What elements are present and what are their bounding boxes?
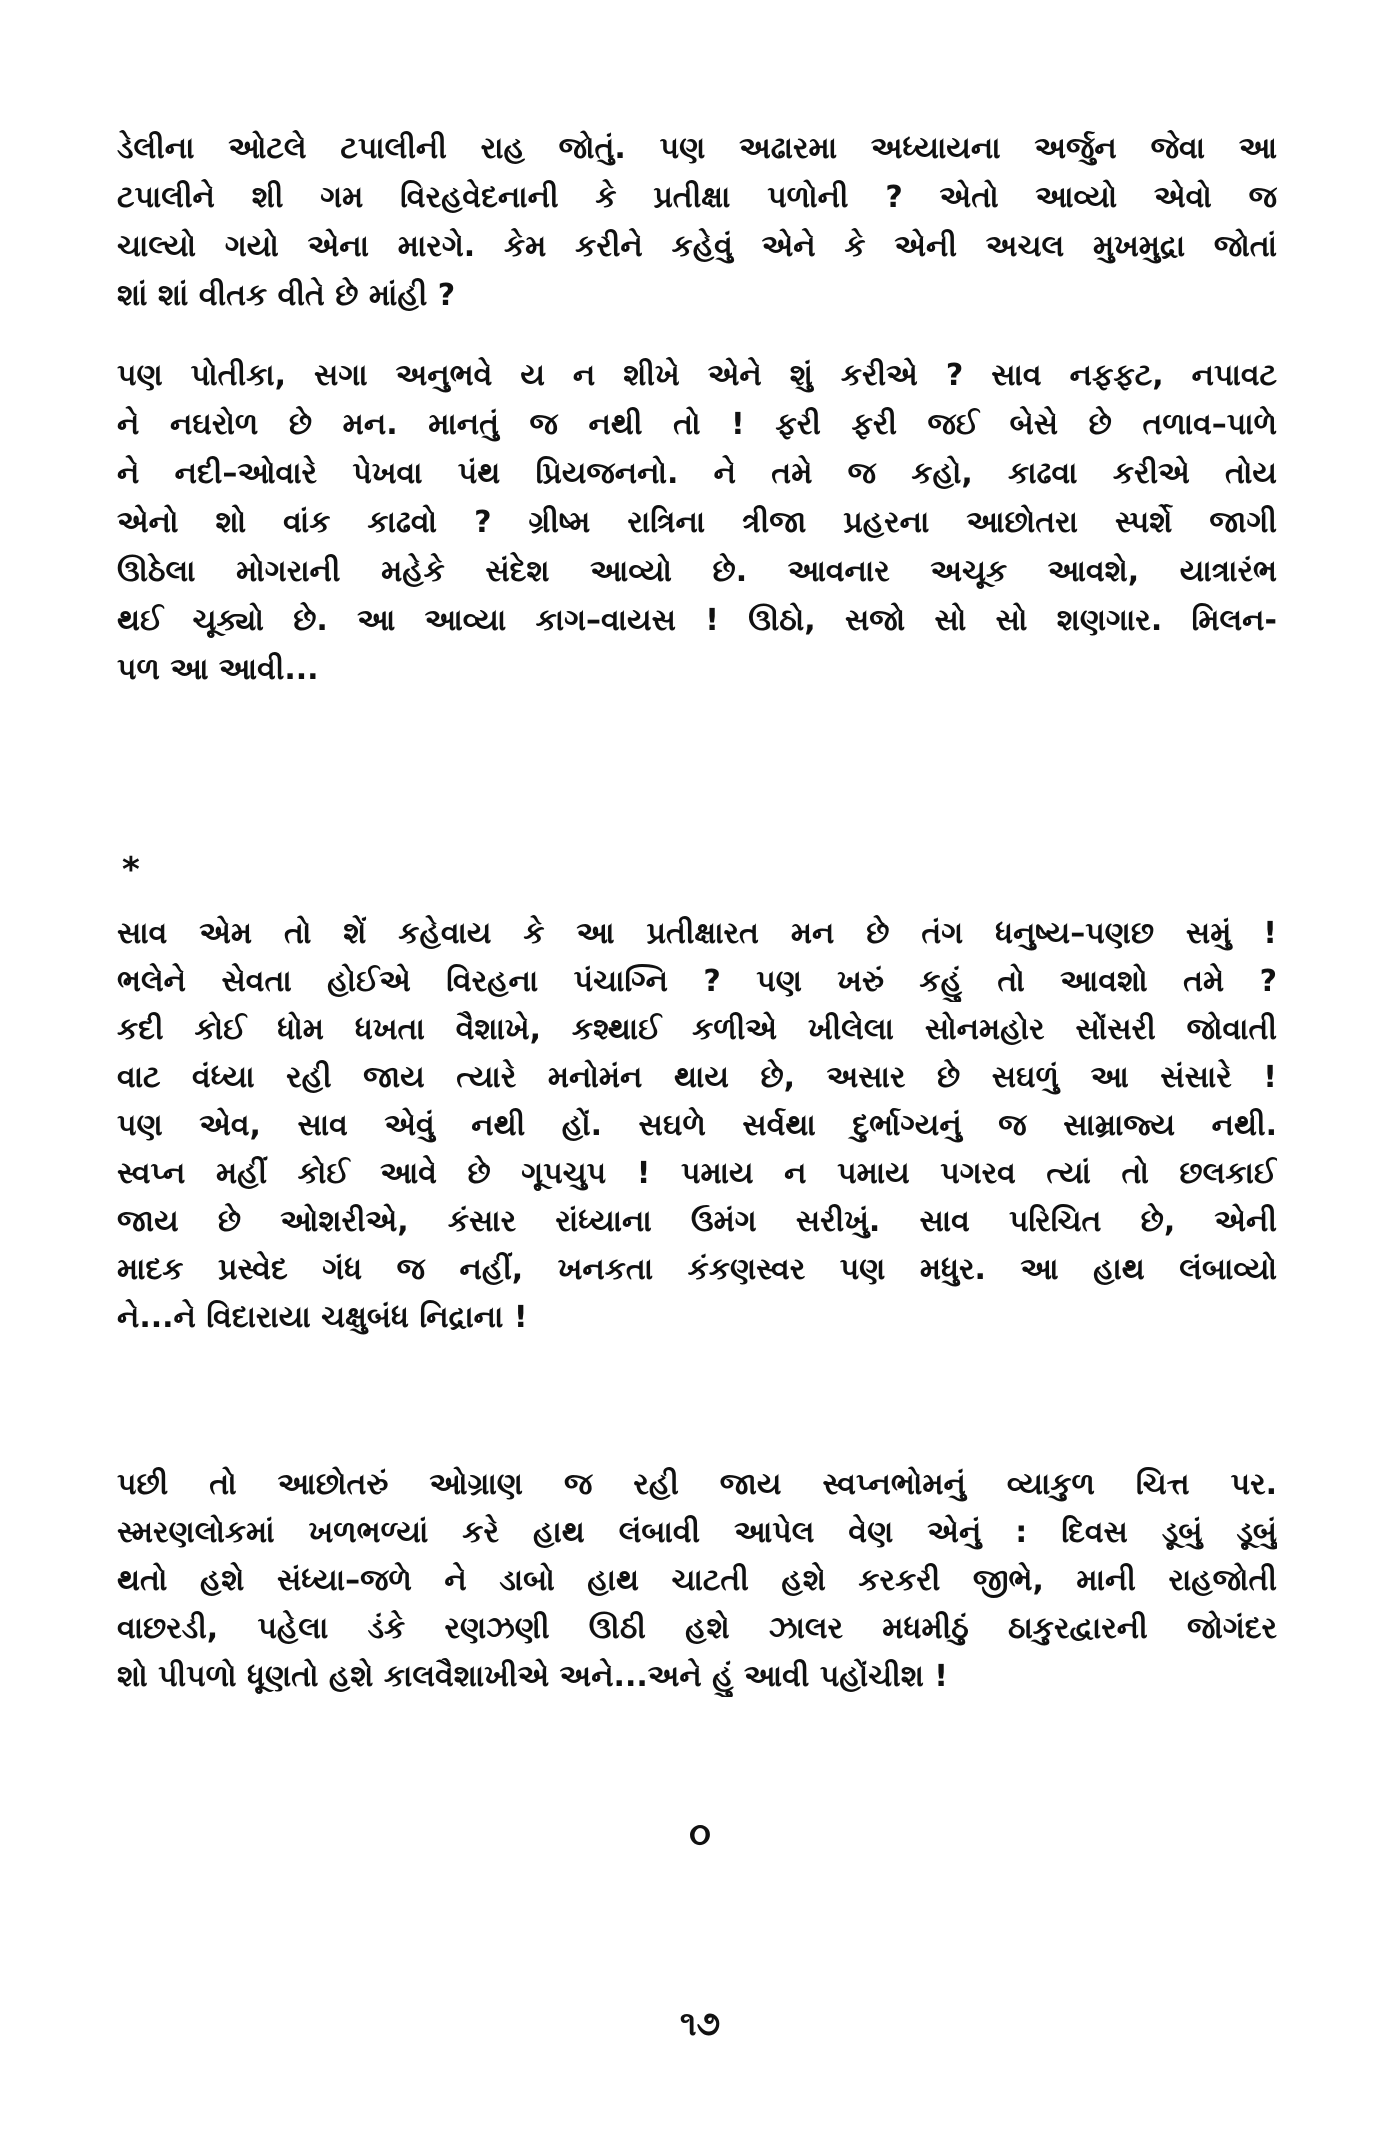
- text-line: ટપાલીને શી ગમ વિરહવેદનાની કે પ્રતીક્ષા પળોની ? એતો આવ્યો એવો જ: [117, 180, 1277, 215]
- text-line: ડેલીના ઓટલે ટપાલીની રાહ જોતું. પણ અઢારમા અધ્યાયના અર્જુન જેવા આ: [117, 131, 1277, 166]
- page-number: ૧૭: [679, 2004, 721, 2044]
- text-line: પછી તો આછોતરું ઓગ્રાણ જ રહી જાય સ્વપ્નભોમનું વ્યાકુળ ચિત્ત પર.: [117, 1467, 1277, 1502]
- text-line: વાટ વંધ્યા રહી જાય ત્યારે મનોમંન થાય છે, અસાર છે સઘળું આ સંસારે !: [117, 1060, 1277, 1095]
- text-line: પણ એવ, સાવ એવું નથી હોં. સઘળે સર્વથા દુર્ભાગ્યનું જ સામ્રાજ્ય નથી.: [117, 1108, 1277, 1143]
- text-line: ચાલ્યો ગયો એના મારગે. કેમ કરીને કહેવું એને કે એની અચલ મુખમુદ્રા જોતાં: [117, 229, 1277, 264]
- text-line: પણ પોતીકા, સગા અનુભવે ય ન શીખે એને શું કરીએ ? સાવ નફફટ, નપાવટ: [117, 358, 1277, 393]
- end-marker: ૦: [689, 1814, 711, 1855]
- text-line: થઈ ચૂક્યો છે. આ આવ્યા કાગ–વાયસ ! ઊઠો, સજો સો સો શણગાર. મિલન-: [117, 603, 1277, 638]
- text-line: ને નદી–ઓવારે પેખવા પંથ પ્રિયજનનો. ને તમે જ કહો, કાઢવા કરીએ તોય: [117, 456, 1277, 491]
- text-line: પળ આ આવી...: [117, 652, 319, 687]
- section-marker: *: [122, 850, 140, 890]
- text-line: સ્મરણલોકમાં ખળભળ્યાં કરે હાથ લંબાવી આપેલ વેણ એનું : દિવસ ડૂબું ડૂબું: [117, 1515, 1277, 1550]
- text-line: સ્વપ્ન મહીં કોઈ આવે છે ગૂપચુપ ! પમાય ન પમાય પગરવ ત્યાં તો છલકાઈ: [117, 1156, 1277, 1191]
- text-line: ને નઘરોળ છે મન. માનતું જ નથી તો ! ફરી ફરી જઈ બેસે છે તળાવ–પાળે: [117, 407, 1277, 442]
- text-line: માદક પ્રસ્વેદ ગંધ જ નહીં, ખનકતા કંકણસ્વર પણ મધુર. આ હાથ લંબાવ્યો: [117, 1252, 1277, 1287]
- text-line: એનો શો વાંક કાઢવો ? ગ્રીષ્મ રાત્રિના ત્રીજા પ્રહરના આછોતરા સ્પર્શે જાગી: [117, 505, 1277, 540]
- text-line: ઊઠેલા મોગરાની મહેકે સંદેશ આવ્યો છે. આવનાર અચૂક આવશે, યાત્રારંભ: [117, 554, 1277, 589]
- text-line: કદી કોઈ ધોમ ધખતા વૈશાખે, કશ્થાઈ કળીએ ખીલેલા સોનમહોર સોંસરી જોવાતી: [117, 1012, 1277, 1047]
- text-line: શો પીપળો ધૂણતો હશે કાલવૈશાખીએ અને...અને હું આવી પહોંચીશ !: [117, 1659, 948, 1694]
- text-line: થતો હશે સંધ્યા–જળે ને ડાબો હાથ ચાટતી હશે કરકરી જીભે, માની રાહજોતી: [117, 1563, 1277, 1598]
- text-line: ને...ને વિદારાયા ચક્ષુબંધ નિદ્રાના !: [117, 1300, 528, 1335]
- text-line: ભલેને સેવતા હોઈએ વિરહના પંચાગ્નિ ? પણ ખરું કહું તો આવશો તમે ?: [117, 964, 1277, 999]
- text-line: વાછરડી, પહેલા ડંકે રણઝણી ઊઠી હશે ઝાલર મધમીઠું ઠાકુરદ્વારની જોગંદર: [117, 1611, 1277, 1646]
- text-line: સાવ એમ તો શેં કહેવાય કે આ પ્રતીક્ષારત મન છે તંગ ધનુષ્ય–પણછ સમું !: [117, 916, 1277, 951]
- text-line: શાં શાં વીતક વીતે છે માંહી ?: [117, 278, 456, 313]
- text-line: જાય છે ઓશરીએ, કંસાર રાંધ્યાના ઉમંગ સરીખું. સાવ પરિચિત છે, એની: [117, 1204, 1277, 1239]
